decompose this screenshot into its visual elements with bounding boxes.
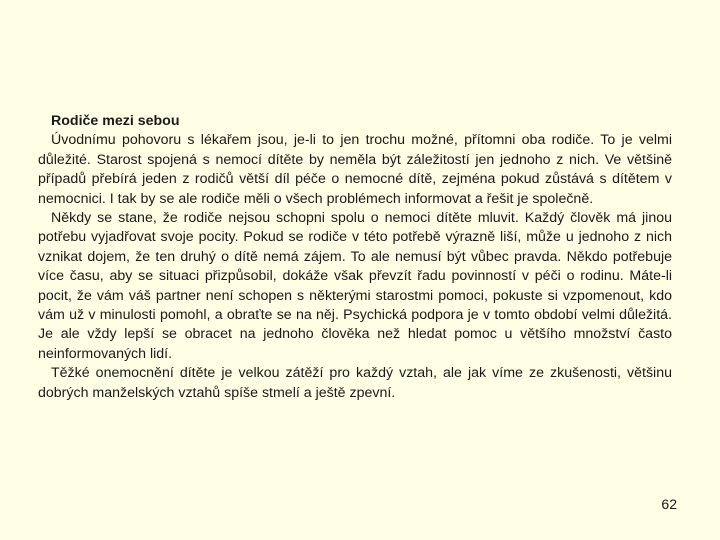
- paragraph: Těžké onemocnění dítěte je velkou zátěží pro každý vztah, ale jak víme ze zkušenosti, většinu dobrých manželských vztahů spíše stmelí a ještě zpevní.: [38, 365, 672, 401]
- paragraph: Úvodnímu pohovoru s lékařem jsou, je-li to jen trochu možné, přítomni oba rodiče. To je velmi důležité. Starost spojená s nemocí dítěte by neměla být záležitostí jen jednoho z nich. Ve většině případů přebírá jeden z rodičů větší díl péče o nemocné dítě, zejména pokud zůstává s dítětem v nemocnici. I tak by se ale rodiče měli o všech problémech informovat a řešit je společně.: [38, 132, 672, 207]
- section-heading: Rodiče mezi sebou: [51, 113, 180, 129]
- page-number: 62: [661, 496, 677, 512]
- text-block: [38, 112, 672, 403]
- paragraph: Někdy se stane, že rodiče nejsou schopni spolu o nemoci dítěte mluvit. Každý člověk má jinou potřebu vyjadřovat svoje pocity. Pokud se rodiče v této potřebě výrazně liší, může u jednoho z nich vznikat dojem, že ten druhý o dítě nemá zájem. To ale nemusí být vůbec pravda. Někdo potřebuje více času, aby se situaci přizpůsobil, dokáže však převzít řadu povinností v péči o rodinu. Máte-li pocit, že vám váš partner není schopen s některými starostmi pomoci, pokuste si vzpomenout, kdo vám už v minulosti pomohl, a obraťte se na něj. Psychická podpora je v tomto období velmi důležitá. Je ale vždy lepší se obracet na jednoho člověka než hledat pomoc u většího množství často neinformovaných lidí.: [38, 210, 672, 362]
